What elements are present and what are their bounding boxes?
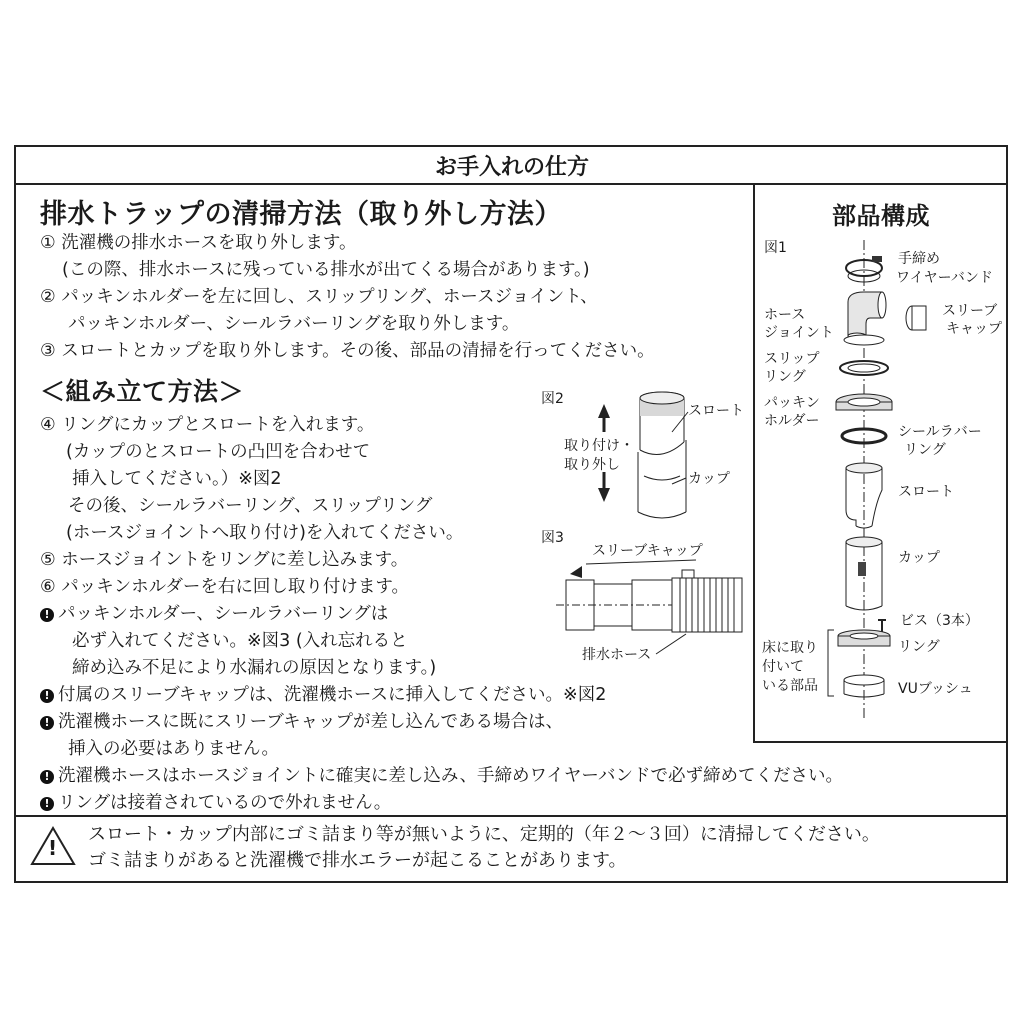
- caution-line-1: スロート・カップ内部にゴミ詰まり等が無いように、定期的（年２～３回）に清掃してください。: [88, 824, 880, 845]
- warning-icon: !: [40, 770, 54, 784]
- warning-icon: !: [40, 797, 54, 811]
- floor-parts-bracket: [826, 628, 836, 700]
- page-title: お手入れの仕方: [434, 155, 589, 180]
- warning-4: ! 洗濯機ホースはホースジョイントに確実に差し込み、手締めワイヤーバンドで必ず締めてください。: [40, 765, 843, 787]
- part-sleeve-cap-label-1: スリーブ: [942, 303, 998, 319]
- step-4: ④ リングにカップとスロートを入れます。: [40, 415, 375, 435]
- parts-heading: 部品構成: [832, 202, 930, 230]
- fig3-drawing: [556, 548, 746, 668]
- assembly-heading: ＜組み立て方法＞: [40, 377, 245, 406]
- warning-1-cont: 必ず入れてください。※図3 (入れ忘れると: [72, 631, 408, 651]
- part-cup-label: カップ: [898, 550, 940, 566]
- step-2-cont: パッキンホルダー、シールラバーリングを取り外します。: [68, 314, 520, 334]
- step-1: ① 洗濯機の排水ホースを取り外します。: [40, 233, 357, 253]
- warning-icon: !: [40, 608, 54, 622]
- fig2-throat-label: スロート: [688, 403, 744, 419]
- step-4-note-4: (ホースジョイントへ取り付け)を入れてください。: [66, 523, 464, 543]
- step-4-note-2: 挿入してください。）※図2: [72, 469, 282, 489]
- part-wire-band-label-1: 手締め: [898, 251, 940, 267]
- step-3: ③ スロートとカップを取り外します。その後、部品の清掃を行ってください。: [40, 341, 655, 361]
- step-4-note-3: その後、シールラバーリング、スリップリング: [68, 496, 433, 516]
- fig2-cup-label: カップ: [688, 471, 730, 487]
- part-slip-ring-label-2: リング: [764, 369, 806, 385]
- warning-icon: !: [40, 689, 54, 703]
- fig3-label: 図3: [541, 530, 564, 546]
- fig3-sleeve-cap-label: スリーブキャップ: [592, 543, 703, 559]
- part-hose-joint-label-1: ホース: [764, 307, 806, 323]
- floor-parts-label-3: いる部品: [762, 678, 818, 694]
- fig3-drain-hose-label: 排水ホース: [582, 647, 652, 663]
- step-6: ⑥ パッキンホルダーを右に回し取り付けます。: [40, 577, 409, 597]
- caution-line-2: ゴミ詰まりがあると洗濯機で排水エラーが起こることがあります。: [88, 850, 627, 871]
- warning-3-cont: 挿入の必要はありません。: [68, 739, 280, 759]
- fig2-arrow-text-2: 取り外し: [564, 457, 620, 473]
- part-packing-holder-label-1: パッキン: [764, 395, 820, 411]
- warning-5: ! リングは接着されているので外れません。: [40, 792, 391, 814]
- step-2: ② パッキンホルダーを左に回し、スリップリング、ホースジョイント、: [40, 287, 598, 307]
- floor-parts-label-2: 付いて: [762, 659, 804, 675]
- part-slip-ring-label-1: スリップ: [764, 351, 820, 367]
- warning-1-cont2: 締め込み不足により水漏れの原因となります。): [72, 658, 437, 678]
- title-divider: [14, 183, 1008, 185]
- part-screw-label: ビス（3本）: [900, 613, 979, 629]
- parts-divider: [753, 184, 755, 742]
- part-wire-band-label-2: ワイヤーバンド: [896, 270, 993, 286]
- part-packing-holder-label-2: ホルダー: [764, 413, 820, 429]
- step-1-note: (この際、排水ホースに残っている排水が出てくる場合があります。): [62, 260, 590, 280]
- cleaning-heading: 排水トラップの清掃方法（取り外し方法）: [40, 199, 562, 230]
- warning-2: ! 付属のスリーブキャップは、洗濯機ホースに挿入してください。※図2: [40, 684, 606, 706]
- fig1-label: 図1: [764, 240, 787, 256]
- parts-bottom-divider: [753, 741, 1008, 743]
- fig2-arrow-text-1: 取り付け・: [564, 438, 634, 454]
- step-5: ⑤ ホースジョイントをリングに差し込みます。: [40, 550, 409, 570]
- caution-divider: [14, 815, 1008, 817]
- part-ring-label: リング: [898, 639, 940, 655]
- part-seal-ring-label-1: シールラバー: [898, 424, 982, 440]
- caution-mark: !: [48, 836, 58, 860]
- part-seal-ring-label-2: リング: [904, 442, 946, 458]
- step-4-note-1: (カップのとスロートの凸凹を合わせて: [66, 442, 371, 462]
- floor-parts-label-1: 床に取り: [762, 640, 818, 656]
- part-sleeve-cap-label-2: キャップ: [946, 321, 1002, 337]
- fig2-label: 図2: [541, 391, 564, 407]
- part-vu-bush-label: VUブッシュ: [898, 681, 973, 697]
- warning-icon: !: [40, 716, 54, 730]
- warning-1: ! パッキンホルダー、シールラバーリングは: [40, 603, 388, 625]
- part-throat-label: スロート: [898, 484, 954, 500]
- warning-3: ! 洗濯機ホースに既にスリーブキャップが差し込んである場合は、: [40, 711, 563, 733]
- part-hose-joint-label-2: ジョイント: [764, 325, 834, 341]
